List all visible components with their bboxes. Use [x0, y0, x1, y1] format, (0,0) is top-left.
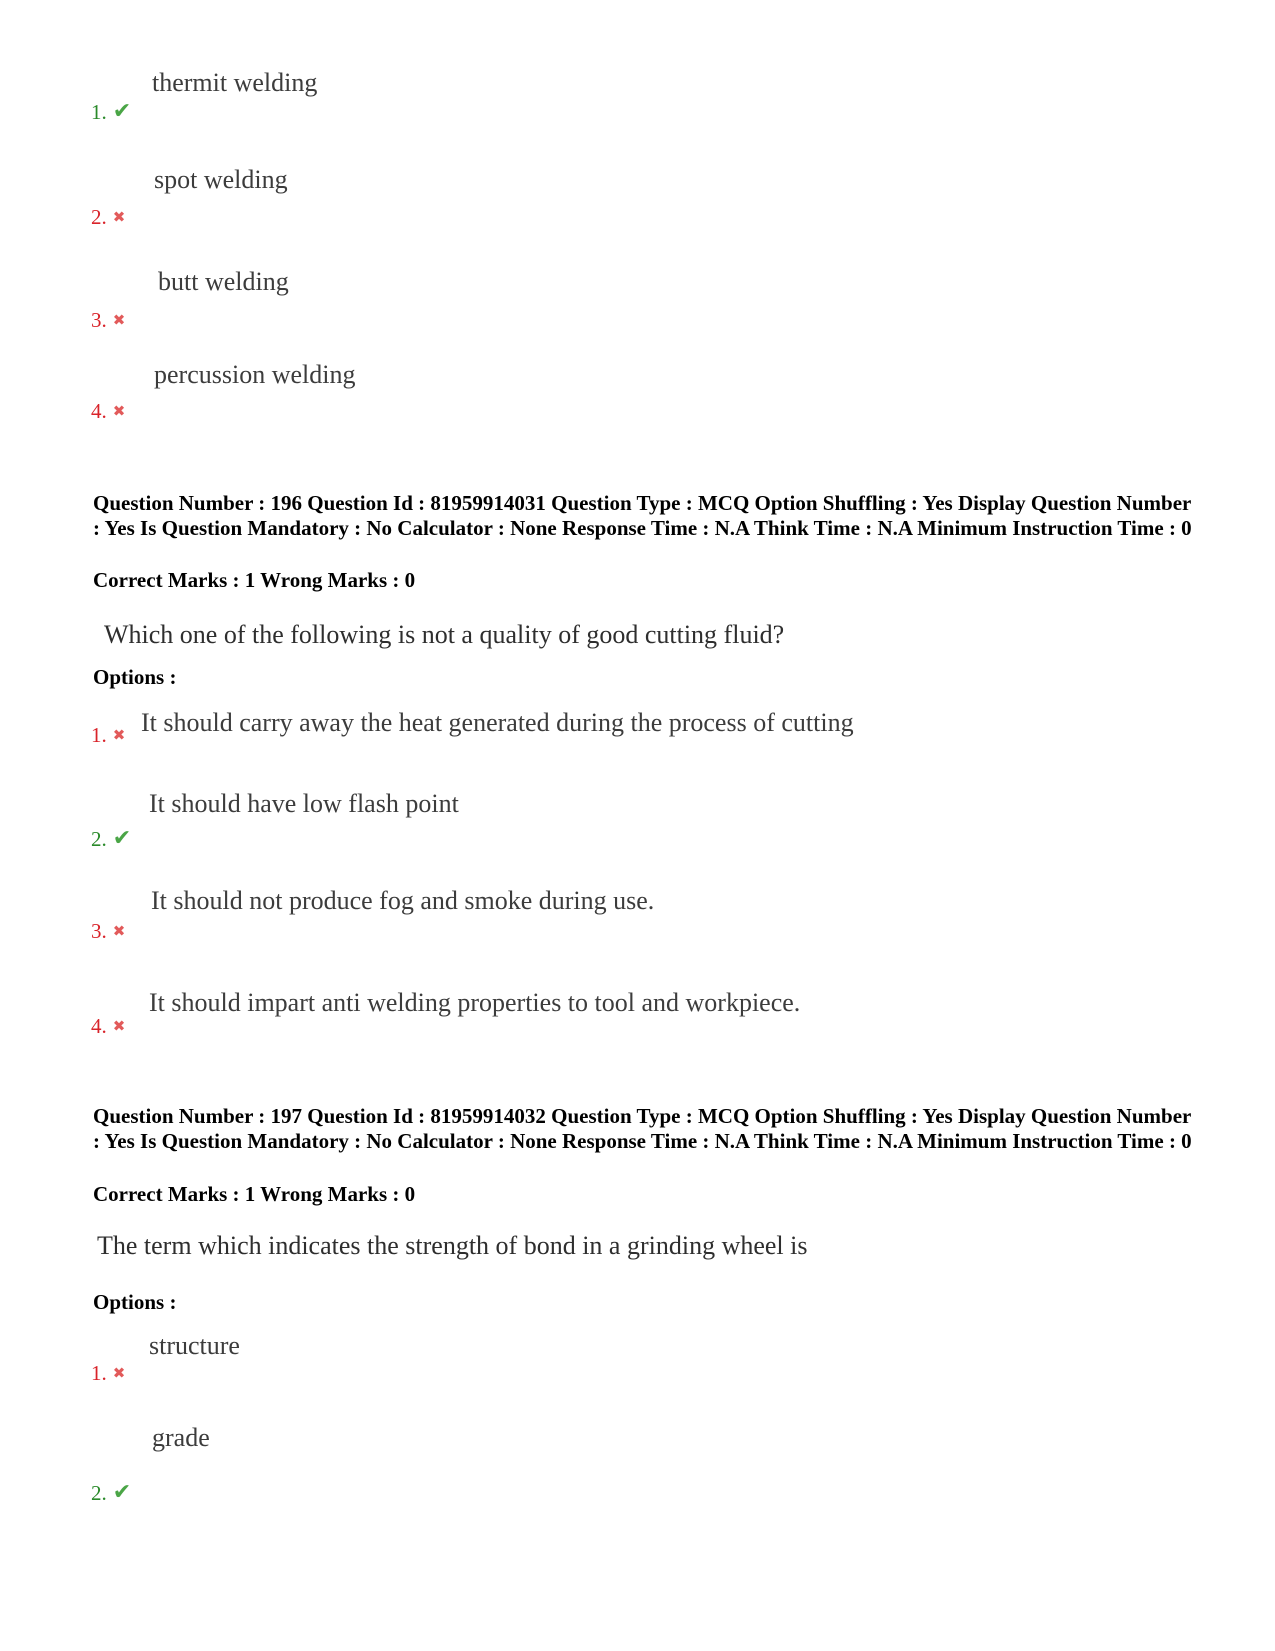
option-text: percussion welding — [154, 360, 356, 389]
option-number: 4. — [91, 1014, 107, 1038]
cross-icon: ✖ — [112, 1366, 126, 1382]
option-marker — [91, 1363, 125, 1384]
question-meta: Question Number : 196 Question Id : 81959914031 Question Type : MCQ Option Shuffling : Yes Display Question Number : Yes Is Question Mandatory : No Calculator : None Response Time : N.A Think Time : N.A Minimum Instruction Time : 0 — [93, 491, 1192, 540]
option-text: It should not produce fog and smoke during use. — [151, 886, 655, 915]
option-number: 2. — [91, 1481, 107, 1505]
option-marker — [91, 207, 125, 228]
question-marks: Correct Marks : 1 Wrong Marks : 0 — [93, 568, 416, 592]
check-icon: ✔ — [112, 98, 132, 123]
option-number: 2. — [91, 827, 107, 851]
option-marker — [91, 100, 131, 123]
question-text: Which one of the following is not a quality of good cutting fluid? — [104, 620, 785, 649]
option-text: spot welding — [154, 165, 288, 194]
option-number: 1. — [91, 1361, 107, 1385]
option-number: 2. — [91, 205, 107, 229]
cross-icon: ✖ — [112, 728, 126, 744]
option-marker — [91, 725, 125, 746]
option-number: 4. — [91, 399, 107, 423]
cross-icon: ✖ — [112, 404, 126, 420]
check-icon: ✔ — [112, 1479, 132, 1504]
option-number: 3. — [91, 919, 107, 943]
cross-icon: ✖ — [112, 313, 126, 329]
cross-icon: ✖ — [112, 1019, 126, 1035]
option-marker — [91, 921, 125, 942]
option-marker — [91, 1016, 125, 1037]
question-text: The term which indicates the strength of bond in a grinding wheel is — [97, 1231, 808, 1260]
option-number: 1. — [91, 100, 107, 124]
option-marker — [91, 401, 125, 422]
options-label: Options : — [93, 1290, 177, 1314]
options-label: Options : — [93, 665, 177, 689]
option-text: butt welding — [158, 267, 289, 296]
option-text: It should have low flash point — [149, 789, 459, 818]
option-text: It should impart anti welding properties to tool and workpiece. — [149, 988, 801, 1017]
cross-icon: ✖ — [112, 210, 126, 226]
question-meta: Question Number : 197 Question Id : 81959914032 Question Type : MCQ Option Shuffling : Yes Display Question Number : Yes Is Question Mandatory : No Calculator : None Response Time : N.A Think Time : N.A Minimum Instruction Time : 0 — [93, 1104, 1192, 1153]
option-marker — [91, 827, 131, 850]
option-marker — [91, 310, 125, 331]
option-number: 3. — [91, 308, 107, 332]
option-text: thermit welding — [152, 68, 318, 97]
option-text: structure — [149, 1331, 240, 1360]
option-marker — [91, 1481, 131, 1504]
option-text: It should carry away the heat generated during the process of cutting — [141, 708, 854, 737]
option-number: 1. — [91, 723, 107, 747]
question-marks: Correct Marks : 1 Wrong Marks : 0 — [93, 1182, 416, 1206]
option-text: grade — [152, 1423, 210, 1452]
check-icon: ✔ — [112, 825, 132, 850]
cross-icon: ✖ — [112, 924, 126, 940]
